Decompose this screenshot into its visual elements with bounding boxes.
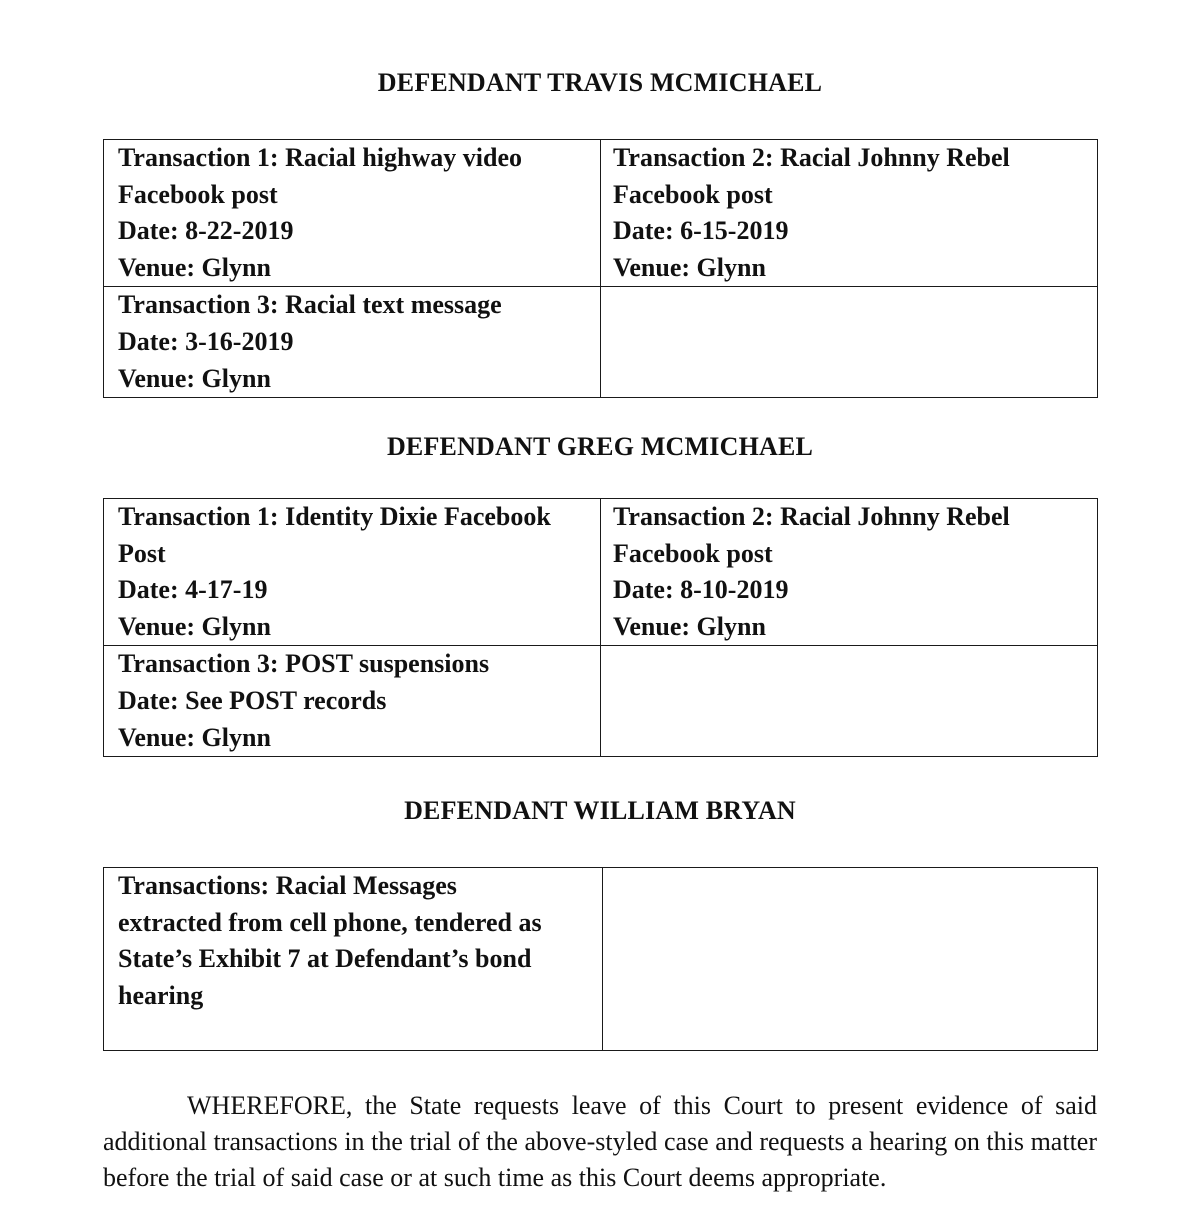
transaction-title: Transaction 3: POST suspensions [118,649,490,679]
transaction-date: Date: 6-15-2019 [613,216,789,246]
transaction-cell [104,140,601,287]
transaction-description: hearing [118,980,204,1010]
transaction-title: Transactions: Racial Messages [118,871,457,900]
transaction-venue: Venue: Glynn [613,252,766,282]
transaction-venue: Venue: Glynn [118,722,271,752]
transaction-date: Date: 3-16-2019 [118,326,294,356]
transaction-cell [104,646,601,757]
transaction-title: Transaction 2: Racial Johnny Rebel [613,502,1010,531]
wherefore-paragraph [103,1088,1097,1196]
transaction-date: Date: 4-17-19 [118,575,268,605]
transaction-date: Date: 8-22-2019 [118,216,294,246]
transaction-cell [104,868,603,1051]
transaction-venue: Venue: Glynn [118,611,271,641]
wherefore-text: WHEREFORE, the State requests leave of this Court to present evidence of said additional transactions in the trial of the above-styled case and requests a hearing on this matter before the trial of said case or at such time as this Court deems appropriate. [103,1091,1097,1192]
empty-cell [603,868,1098,1051]
transaction-description: State’s Exhibit 7 at Defendant’s bond [118,944,532,974]
transaction-title-cont: Post [118,538,166,568]
defendant-heading-greg: DEFENDANT GREG MCMICHAEL [386,432,814,461]
transactions-table-travis [103,139,1098,398]
transaction-title-cont: Facebook post [118,179,278,209]
table-row [104,140,1098,287]
defendant-heading-travis: DEFENDANT TRAVIS MCMICHAEL [377,68,823,97]
transaction-title: Transaction 1: Racial highway video [118,143,522,172]
transaction-cell [601,140,1098,287]
transaction-description: extracted from cell phone, tendered as [118,907,542,937]
transactions-table-greg [103,498,1098,757]
empty-cell [601,646,1098,757]
transaction-cell [601,499,1098,646]
transaction-title: Transaction 3: Racial text message [118,290,502,320]
empty-cell [601,287,1098,398]
transaction-venue: Venue: Glynn [118,252,271,282]
transaction-venue: Venue: Glynn [118,363,271,393]
transaction-date: Date: 8-10-2019 [613,575,789,605]
transaction-title: Transaction 1: Identity Dixie Facebook [118,502,551,531]
table-row [104,868,1098,1051]
transaction-date: Date: See POST records [118,685,387,715]
transaction-venue: Venue: Glynn [613,611,766,641]
table-row [104,646,1098,757]
table-row [104,499,1098,646]
transaction-title-cont: Facebook post [613,179,773,209]
transaction-title-cont: Facebook post [613,538,773,568]
defendant-heading-william: DEFENDANT WILLIAM BRYAN [404,796,796,825]
transactions-table-william [103,867,1098,1051]
transaction-title: Transaction 2: Racial Johnny Rebel [613,143,1010,172]
transaction-cell [104,287,601,398]
table-row [104,287,1098,398]
transaction-cell [104,499,601,646]
